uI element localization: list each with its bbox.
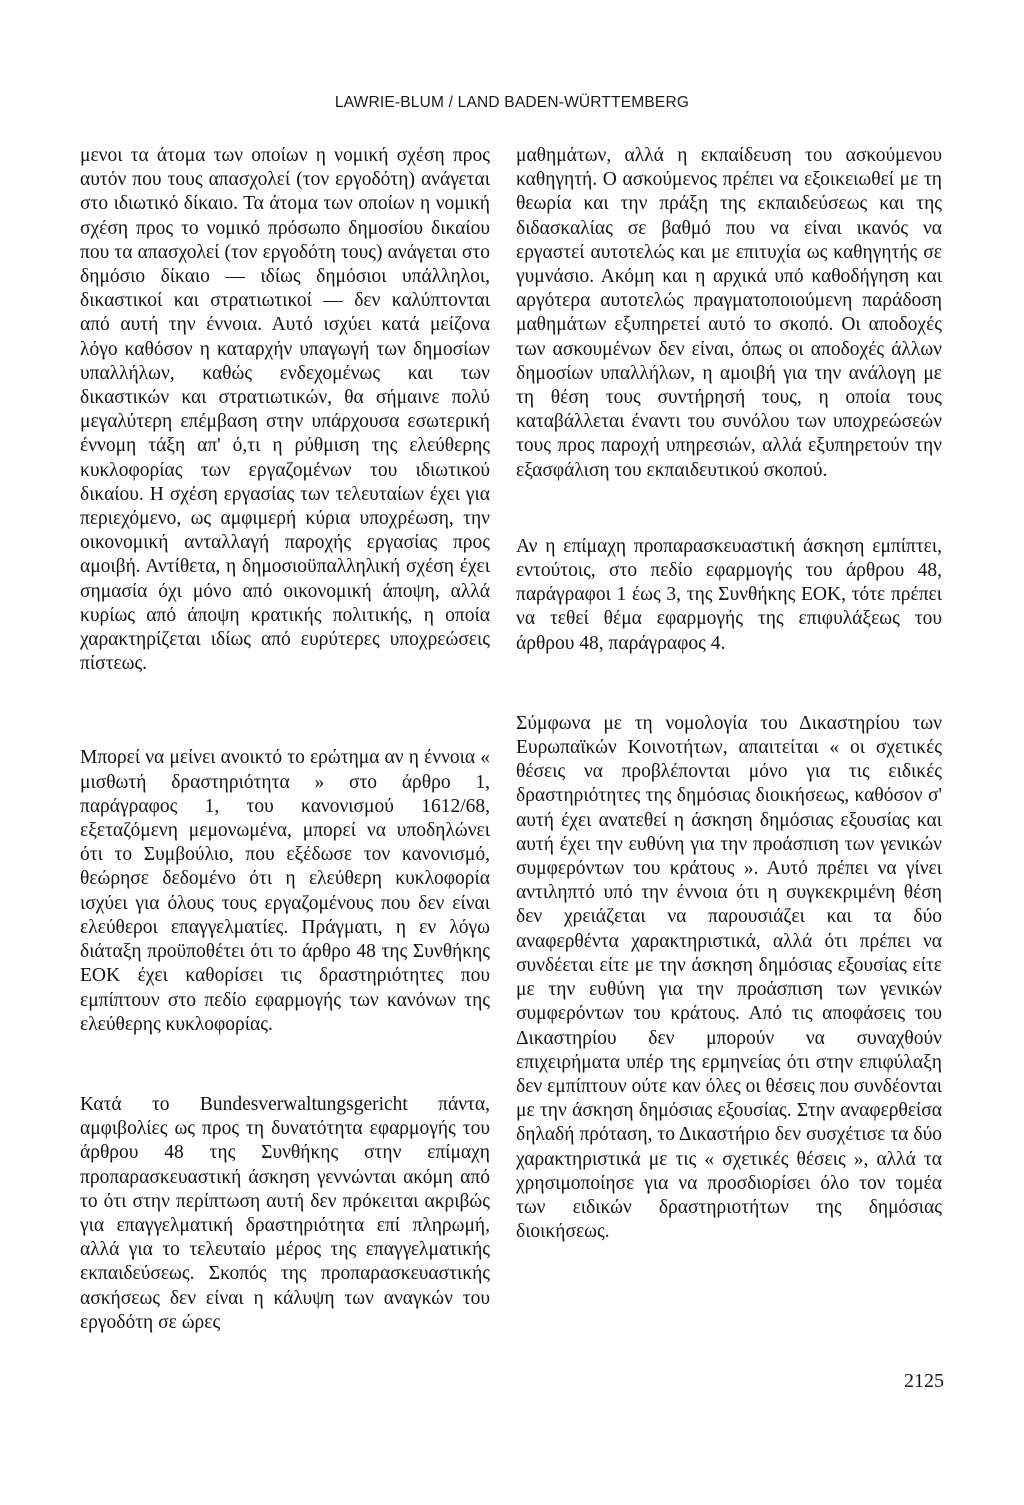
paragraph: μενοι τα άτομα των οποίων η νομική σχέση προς αυτόν που τους απασχολεί (τον εργοδότη) ανάγεται στο ιδιωτικό δίκαιο. Τα άτομα των οποίων η νομική σχέση προς το νομικό πρόσωπο δημοσίου δικαίου που τα απασχολεί (τον εργοδότη τους) ανάγεται στο δημόσιο δίκαιο — ιδίως δημόσιοι υπάλληλοι, δικαστικοί και στρατιωτικοί — δεν καλύπτονται από αυτή την έννοια. Αυτό ισχύει κατά μείζονα λόγο καθόσον η καταρχήν υπαγωγή των δημοσίων υπαλλήλων, καθώς ενδεχομένως και των δικαστικών και στρατιωτικών, θα σήμαινε πολύ μεγαλύτερη επέμβαση στην υπάρχουσα εσωτερική έννομη τάξη απ' ό,τι η ρύθμιση της ελεύθερης κυκλοφορίας των εργαζομένων του ιδιωτικού δικαίου. Η σχέση εργασίας των τελευταίων έχει για περιεχόμενο, ως αμφιμερή κύρια υποχρέωση, την οικονομική ανταλλαγή παροχής εργασίας προς αμοιβή. Αντίθετα, η δημοσιοϋπαλληλική σχέση έχει σημασία όχι μόνο από οικονομική άποψη, αλλά κυρίως από άποψη κρατικής πολιτικής, η οποία χαρακτηρίζεται ιδίως από ευρύτερες υποχρεώσεις πίστεως. <box>80 145 490 675</box>
paragraph: Μπορεί να μείνει ανοικτό το ερώτημα αν η έννοια « μισθωτή δραστηριότητα » στο άρθρο 1, παράγραφος 1, του κανονισμού 1612/68, εξεταζόμενη μεμονωμένα, μπορεί να υποδηλώνει ότι το Συμβούλιο, που εξέδωσε τον κανονισμό, θεώρησε δεδομένο ότι η ελεύθερη κυκλοφορία ισχύει για όλους τους εργαζομένους που δεν είναι ελεύθεροι επαγγελματίες. Πράγματι, η εν λόγω διάταξη προϋποθέτει ότι το άρθρο 48 της Συνθήκης ΕΟΚ έχει καθορίσει τις δραστηριότητες που εμπίπτουν στο πεδίο εφαρμογής των κανόνων της ελεύθερης κυκλοφορίας. <box>80 747 490 1035</box>
paragraph: Κατά το Bundesverwaltungsgericht πάντα, αμφιβολίες ως προς τη δυνατότητα εφαρμογής του άρθρου 48 της Συνθήκης στην επίμαχη προπαρασκευαστική άσκηση γεννώνται ακόμη από το ότι στην περίπτωση αυτή δεν πρόκειται ακριβώς για επαγγελματική δραστηριότητα επί πληρωμή, αλλά για το τελευταίο μέρος της επαγγελματικής εκπαιδεύσεως. Σκοπός της προπαρασκευαστικής ασκήσεως δεν είναι η κάλυψη των αναγκών του εργοδότη σε ώρες <box>80 1093 490 1333</box>
paragraph: μαθημάτων, αλλά η εκπαίδευση του ασκούμενου καθηγητή. Ο ασκούμενος πρέπει να εξοικειωθεί με τη θεωρία και την πράξη της εκπαιδεύσεως και της διδασκαλίας σε βαθμό που να είναι ικανός να εργαστεί αυτοτελώς και με επιτυχία ως καθηγητής σε γυμνάσιο. Ακόμη και η αρχικά υπό καθοδήγηση και αργότερα αυτοτελώς πραγματοποιούμενη παράδοση μαθημάτων εξυπηρετεί αυτό το σκοπό. Οι αποδοχές των ασκουμένων δεν είναι, όπως οι αποδοχές άλλων δημοσίων υπαλλήλων, η αμοιβή για την ανάλογη με τη θέση τους συντήρησή τους, η οποία τους καταβάλλεται έναντι του συνόλου των υποχρεώσεών τους προς παροχή υπηρεσιών, αλλά εξυπηρετούν την εξασφάλιση του εκπαιδευτικού σκοπού. <box>516 145 942 481</box>
page-number: 2125 <box>904 1370 944 1392</box>
paragraph: Αν η επίμαχη προπαρασκευαστική άσκηση εμπίπτει, εντούτοις, στο πεδίο εφαρμογής του άρθρου 48, παράγραφοι 1 έως 3, της Συνθήκης ΕΟΚ, τότε πρέπει να τεθεί θέμα εφαρμογής της επιφυλάξεως του άρθρου 48, παράγραφος 4. <box>516 535 942 654</box>
right-column <box>516 144 942 1244</box>
running-header: LAWRIE-BLUM / LAND BADEN-WÜRTTEMBERG <box>334 94 690 111</box>
paragraph: Σύμφωνα με τη νομολογία του Δικαστηρίου των Ευρωπαϊκών Κοινοτήτων, απαιτείται « οι σχετικές θέσεις να προβλέπονται μόνο για τις ειδικές δραστηριότητες της δημόσιας διοικήσεως, καθόσον σ' αυτή έχει ανατεθεί η άσκηση δημόσιας εξουσίας και αυτή έχει την ευθύνη για την προάσπιση των γενικών συμφερόντων του κράτους ». Αυτό πρέπει να γίνει αντιληπτό υπό την έννοια ότι η συγκεκριμένη θέση δεν χρειάζεται να παρουσιάζει και τα δύο αναφερθέντα χαρακτηριστικά, αλλά ότι πρέπει να συνδέεται είτε με την άσκηση δημόσιας εξουσίας είτε με την ευθύνη για την προάσπιση των γενικών συμφερόντων του κράτους. Από τις αποφάσεις του Δικαστηρίου δεν μπορούν να συναχθούν επιχειρήματα υπέρ της ερμηνείας ότι στην επιφύλαξη δεν εμπίπτουν ούτε καν όλες οι θέσεις που συνδέονται με την άσκηση δημόσιας εξουσίας. Στην αναφερθείσα δηλαδή πρόταση, το Δικαστήριο δεν συσχέτισε τα δύο χαρακτηριστικά με τις « σχετικές θέσεις », αλλά τα χρησιμοποίησε για να προσδιορίσει όλο τον τομέα των ειδικών δραστηριοτήτων της δημόσιας διοικήσεως. <box>516 712 942 1243</box>
left-column <box>80 144 490 1335</box>
